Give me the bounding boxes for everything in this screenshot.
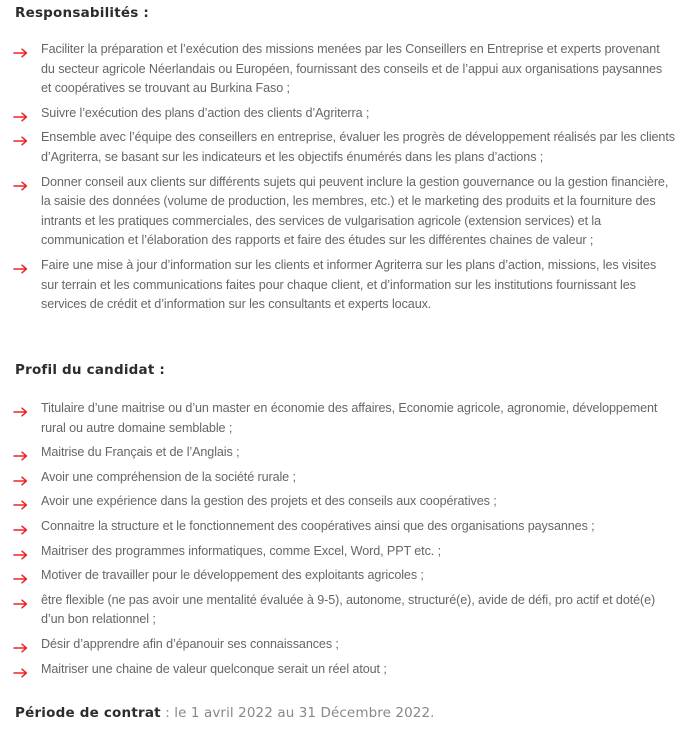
list-item-text: Suivre l’exécution des plans d’action des clients d’Agriterra ; [41,105,370,120]
list-item-text: Ensemble avec l’équipe des conseillers en entreprise, évaluer les progrès de développement réalisés par les clients d’Agriterra, se basant sur les indicateurs et les objectifs énumérés dans les plans d’actions ; [41,130,675,164]
arrow-right-icon [13,109,28,119]
list-item [13,40,675,99]
list-item [13,542,675,562]
list-item-text: Donner conseil aux clients sur différents sujets qui peuvent inclure la gestion gouvernance ou la gestion financière, la saisie des données (volume de production, les membres, etc.) et le marketing des produits et la fourniture des intrants et les pratiques commerciales, des services de vulgarisation agricole (extension services) et la communication et l’élaboration des rapports et faire des études sur les différentes chaines de valeur ; [41,174,669,248]
arrow-right-icon [13,596,28,606]
list-item-text: Désir d’apprendre afin d’épanouir ses connaissances ; [41,636,339,651]
list-item-text: Faire une mise à jour d’information sur les clients et informer Agriterra sur les plans d’action, missions, les visites sur terrain et les communications faites pour chaque client, et d’information sur les institutions fournissant les services de crédit et d’information sur les consultants et experts locaux. [41,257,657,312]
list-item-text: Maitriser une chaine de valeur quelconque serait un réel atout ; [41,661,387,676]
profil-list [13,399,675,684]
arrow-right-icon [13,665,28,675]
contract-period-label: Période de contrat [15,705,161,721]
arrow-right-icon [13,522,28,532]
list-item [13,173,675,251]
arrow-right-icon [13,497,28,507]
responsabilites-heading: Responsabilités : [15,5,149,21]
arrow-right-icon [13,547,28,557]
list-item-text: Maitriser des programmes informatiques, comme Excel, Word, PPT etc. ; [41,543,441,558]
arrow-right-icon [13,404,28,414]
list-item-text: Faciliter la préparation et l’exécution des missions menées par les Conseillers en Entreprise et experts provenant du secteur agricole Néerlandais ou Européen, fournissant des conseils et de l’appui aux organisations paysannes et coopératives se trouvant au Burkina Faso ; [41,42,663,96]
list-item [13,128,675,167]
list-item-text: Maitrise du Français et de l’Anglais ; [41,445,240,460]
arrow-right-icon [13,473,28,483]
list-item [13,104,675,124]
list-item [13,635,675,655]
list-item-text: Avoir une expérience dans la gestion des projets et des conseils aux coopératives ; [41,494,497,509]
arrow-right-icon [13,45,28,55]
contract-period-value: : le 1 avril 2022 au 31 Décembre 2022. [160,705,435,721]
list-item [13,591,675,630]
profil-heading: Profil du candidat : [15,362,165,378]
list-item [13,660,675,680]
list-item [13,399,675,438]
arrow-right-icon [13,133,28,143]
list-item [13,566,675,586]
list-item-text: Avoir une compréhension de la société rurale ; [41,469,296,484]
list-item-text: Connaitre la structure et le fonctionnement des coopératives ainsi que des organisations paysannes ; [41,518,595,533]
list-item [13,492,675,512]
list-item [13,468,675,488]
list-item [13,517,675,537]
arrow-right-icon [13,571,28,581]
list-item [13,256,675,315]
list-item [13,443,675,463]
contract-period [15,703,435,723]
list-item-text: Titulaire d’une maitrise ou d’un master en économie des affaires, Economie agricole, agronomie, développement rural ou autre domaine semblable ; [41,401,658,435]
list-item-text: être flexible (ne pas avoir une mentalité évaluée à 9-5), autonome, structuré(e), avide de défi, pro actif et doté(e) d’un bon relationnel ; [41,592,656,627]
arrow-right-icon [13,640,28,650]
list-item-text: Motiver de travailler pour le développement des exploitants agricoles ; [41,568,424,583]
arrow-right-icon [13,178,28,188]
responsabilites-list [13,40,675,320]
arrow-right-icon [13,448,28,458]
arrow-right-icon [13,261,28,271]
